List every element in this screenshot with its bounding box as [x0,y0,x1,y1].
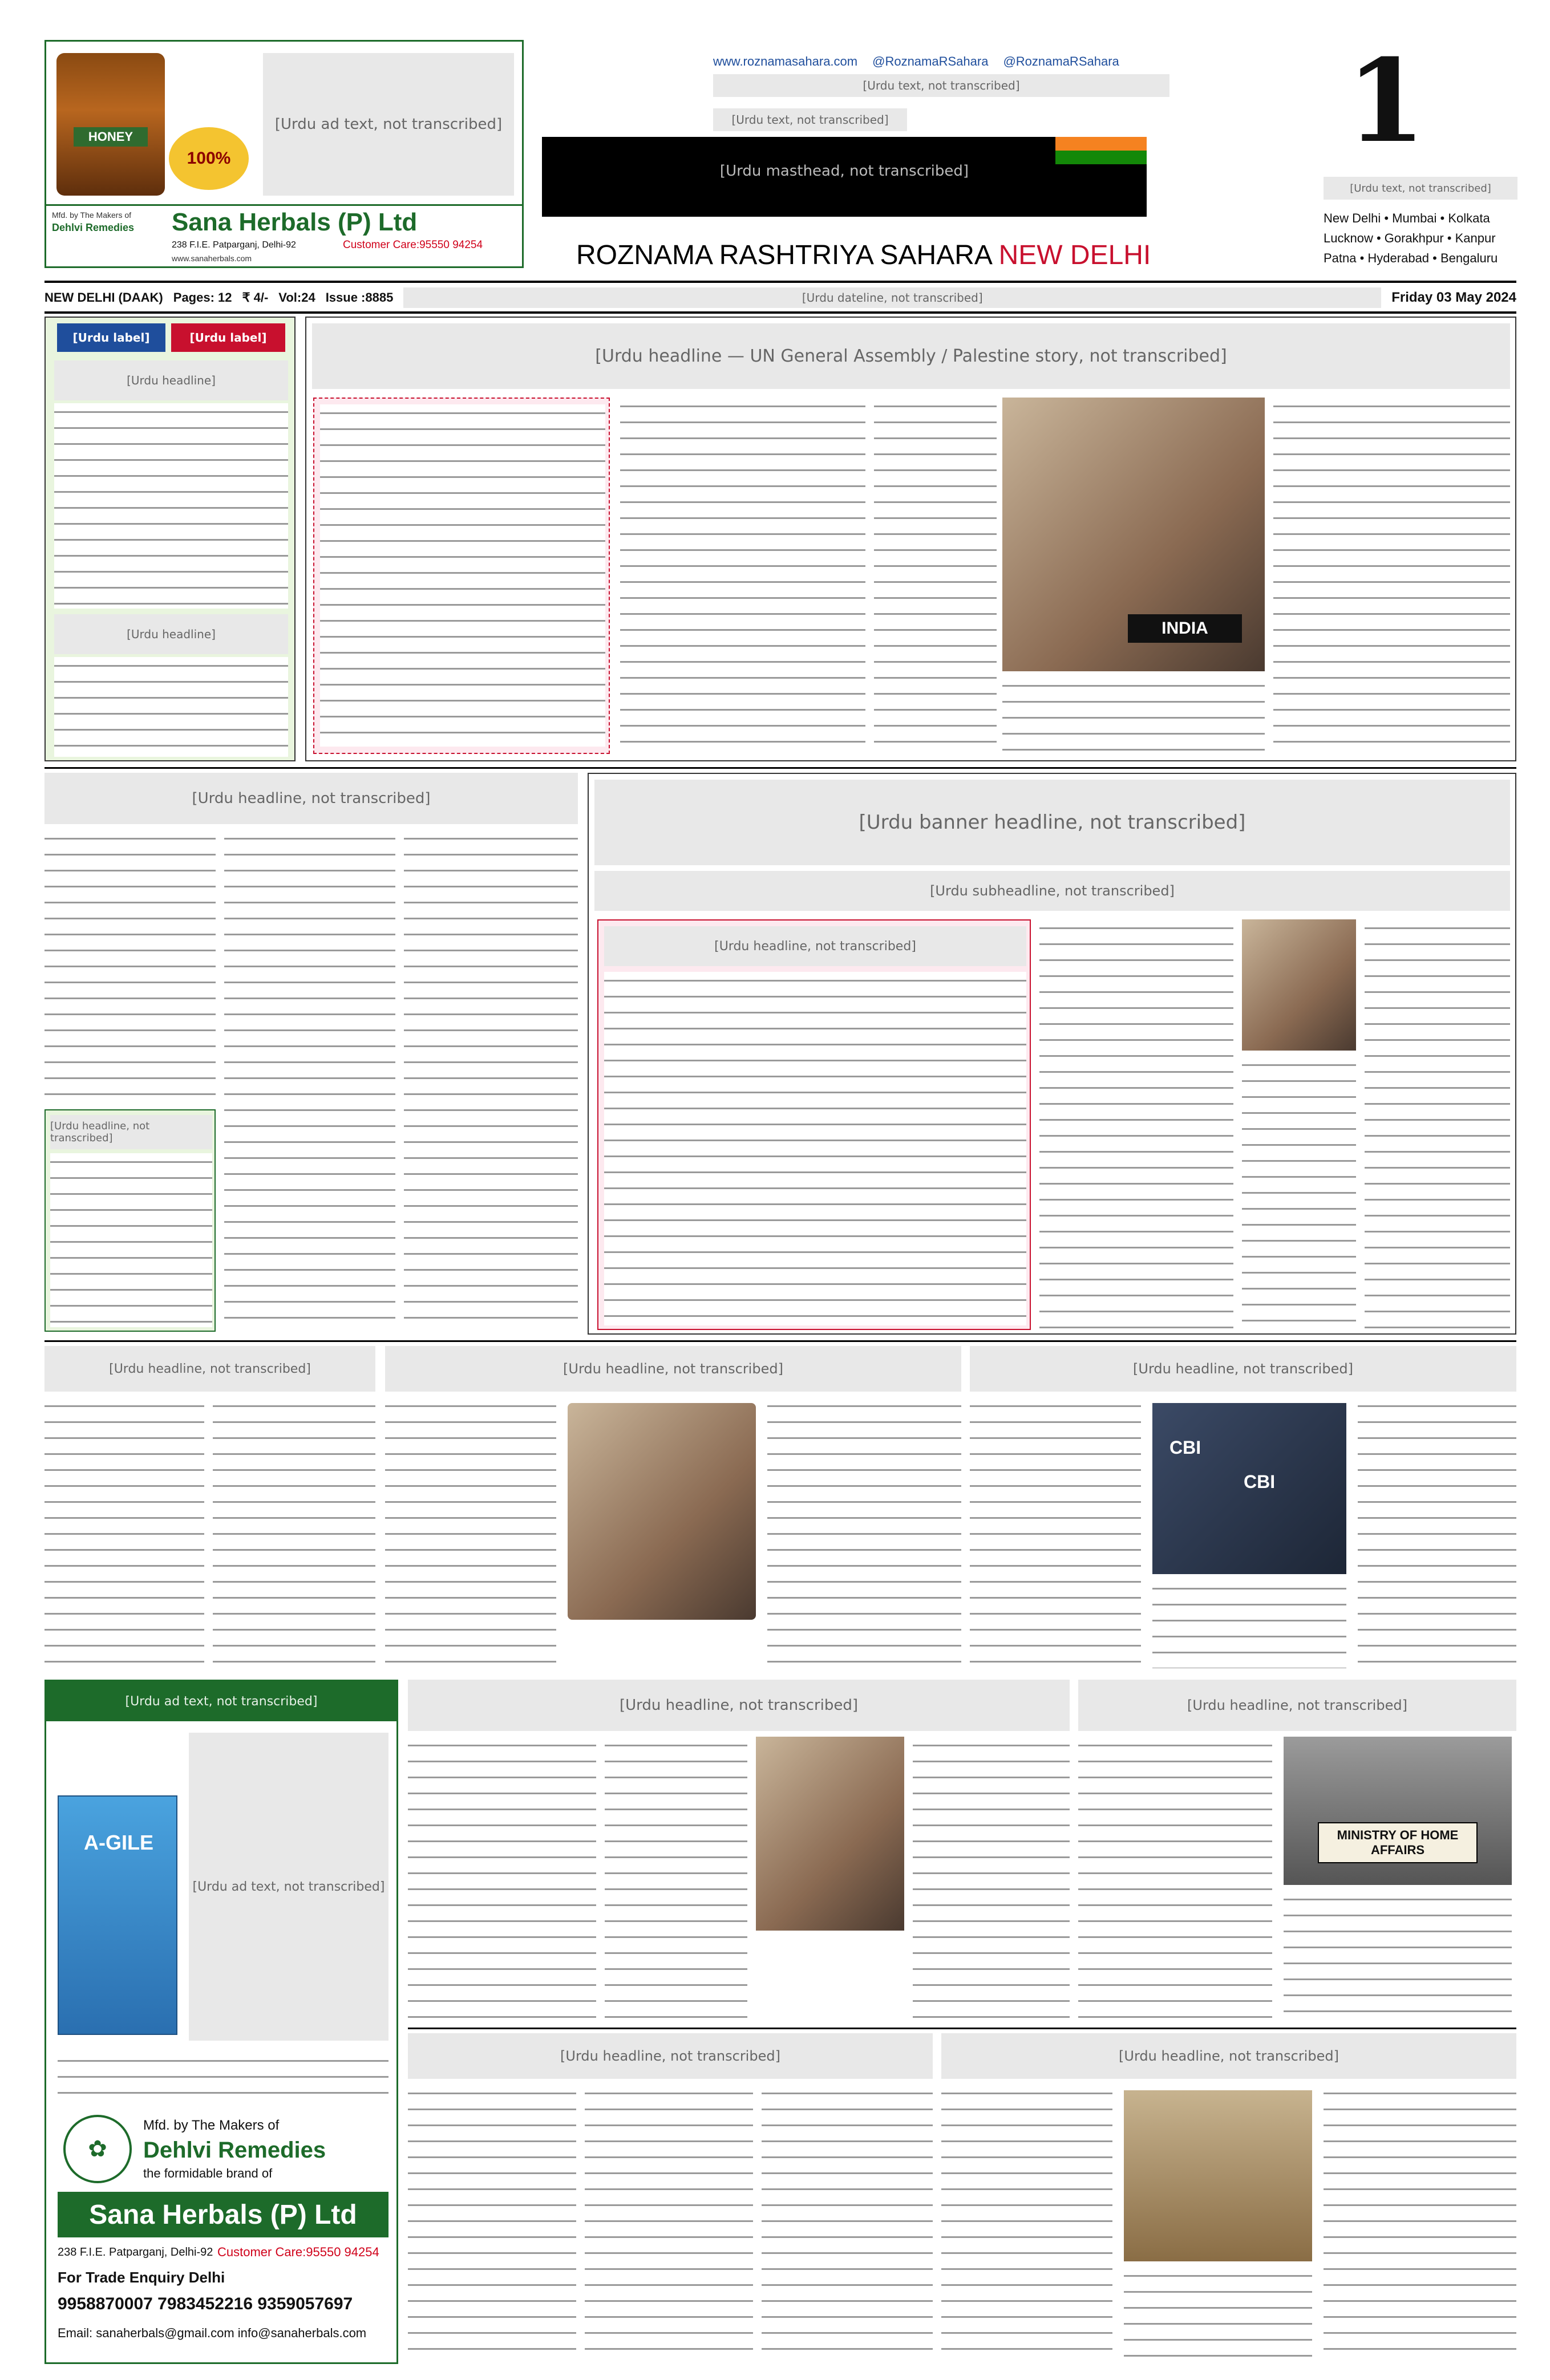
dateline [44,285,1516,310]
amethi-body [50,1153,212,1327]
masthead-english-name: ROZNAMA RASHTRIYA SAHARA NEW DELHI [576,240,1151,270]
urdu-logo-text: [Urdu masthead, not transcribed] [542,137,1147,205]
facebook-handle[interactable]: @RoznamaRSahara [872,54,989,68]
saffron-flag-stripe [1055,137,1147,151]
amethi-sub-story [44,1109,216,1332]
agile-customer-care: Customer Care:95550 94254 [217,2245,379,2259]
lead-photo-under-text [1002,677,1265,754]
cbi-badge-2: CBI [1244,1471,1276,1492]
pawar-headline: [Urdu headline, not transcribed] [408,1680,1070,1731]
honey-badge: 100% [169,127,249,190]
home-affairs-body-col-1 [1078,1737,1272,2019]
pawar-body-col-2 [605,1737,747,2019]
fawad-sidebar-box [597,919,1031,1330]
sidebar-headline-2: [Urdu headline] [54,614,288,654]
bar-body-col-3 [1324,2085,1516,2361]
shahzada-body-col-3 [1365,919,1510,1330]
green-flag-stripe [1055,151,1147,164]
home-affairs-sign: MINISTRY OF HOME AFFAIRS [1318,1822,1478,1863]
bar-association-headline: [Urdu headline, not transcribed] [941,2033,1516,2079]
pawar-body-col-1 [408,1737,596,2019]
agile-maker-line: Mfd. by The Makers of [143,2118,280,2133]
lead-story-photo [1002,398,1265,671]
modi-subheadline: [Urdu subheadline, not transcribed] [594,871,1510,911]
story-rahul-reservation [44,773,578,1335]
bar-body-col-1 [941,2085,1112,2361]
honey-jar-label: HONEY [74,127,148,147]
story-pawar [408,1680,1070,2022]
lead-body-col-2 [874,398,997,754]
dehlvi-logo: ✿ [63,2115,132,2183]
edition-box [1324,34,1517,279]
story-cbi [970,1346,1516,1671]
twitter-handle[interactable]: @RoznamaRSahara [1003,54,1119,68]
kharge-body-col-2 [767,1397,961,1668]
supreme-court-headline: [Urdu headline, not transcribed] [408,2033,933,2079]
masthead [0,0,1550,291]
city-list-3: Patna • Hyderabad • Bengaluru [1324,251,1498,265]
lead-body-col-1 [620,398,865,754]
top-ad-footer [46,204,522,267]
home-affairs-headline: [Urdu headline, not transcribed] [1078,1680,1516,1731]
agile-maker-brand: Dehlvi Remedies [143,2138,326,2163]
cbi-badge-1: CBI [1169,1437,1201,1458]
urdu-subtitle: [Urdu text, not transcribed] [713,108,907,131]
sidebar-tag-red: [Urdu label] [171,323,285,352]
honey-jar-image [56,53,165,196]
fawad-headline: [Urdu headline, not transcribed] [604,926,1026,966]
section-rule-4 [408,2028,1516,2029]
shahzada-body-col-2 [1242,1056,1356,1330]
rahul-body-col-2 [224,830,395,1332]
dateline-urdu: [Urdu dateline, not transcribed] [403,287,1381,308]
kharge-photo [568,1403,756,1620]
home-affairs-body-col-2 [1284,1891,1512,2019]
cbi-photo [1152,1403,1346,1574]
agile-product-name: A-GILE [84,1831,153,1854]
modi-photo [1242,919,1356,1051]
top-ad-sana-herbals[interactable] [44,40,524,268]
sidebar-body-2 [54,657,288,757]
sidebar-body-1 [54,403,288,609]
twog-headline: [Urdu headline, not transcribed] [44,1346,375,1392]
story-bar-association [941,2033,1516,2364]
bottom-ad-agile[interactable] [44,1680,398,2364]
agile-brand: Sana Herbals (P) Ltd [58,2192,388,2237]
fawad-body [604,972,1026,1325]
top-ad-urdu-tagline: [Urdu ad text, not transcribed] [263,53,514,196]
rahul-reservation-headline: [Urdu headline, not transcribed] [44,773,578,824]
top-ad-maker-brand: Dehlvi Remedies [52,222,135,233]
cbi-headline: [Urdu headline, not transcribed] [970,1346,1516,1392]
shahzada-headline: [Urdu banner headline, not transcribed] [594,780,1510,865]
agile-product-box [58,1795,177,2035]
story-shahzada-pakistan [588,773,1516,1335]
pawar-body-col-3 [913,1737,1070,2019]
edition-number: 1 [1346,34,1426,168]
masthead-web-links [713,51,1169,72]
cbi-body-col-2 [1152,1580,1346,1668]
agile-phones: 9958870007 7983452216 9359057697 [58,2294,353,2313]
top-ad-makers: Mfd. by The Makers of [52,210,132,220]
lead-story-sidebar-box [313,398,610,754]
agile-trade-enquiry: For Trade Enquiry Delhi [58,2269,225,2286]
story-home-affairs [1078,1680,1516,2022]
kharge-headline: [Urdu headline, not transcribed] [385,1346,961,1392]
supreme-court-body-col-2 [585,2085,753,2361]
cbi-body-col-3 [1358,1397,1516,1668]
section-rule-2 [44,767,1516,769]
masthead-edition-cities-urdu: [Urdu text, not transcribed] [713,74,1169,97]
agile-address: 238 F.I.E. Patparganj, Delhi-92 [58,2246,213,2259]
dateline-rule-top [44,281,1516,283]
dateline-edition: NEW DELHI (DAAK) [44,290,163,305]
lead-story-headline: [Urdu headline — UN General Assembly / Palestine story, not transcribed] [312,323,1510,389]
story-supreme-court [408,2033,933,2364]
agile-ad-urdu-copy: [Urdu ad text, not transcribed] [189,1733,388,2041]
top-ad-customer-care: Customer Care:95550 94254 [343,239,483,251]
shahzada-body-col-1 [1039,919,1233,1330]
top-ad-web: www.sanaherbals.com [172,254,252,263]
rahul-body-col-1 [44,830,216,1104]
dateline-date: Friday 03 May 2024 [1391,290,1516,305]
city-list-2: Lucknow • Gorakhpur • Kanpur [1324,231,1496,245]
city-list-1: New Delhi • Mumbai • Kolkata [1324,211,1490,225]
supreme-court-body-col-1 [408,2085,576,2361]
top-ad-address: 238 F.I.E. Patparganj, Delhi-92 [172,240,296,250]
pawar-photo [756,1737,904,1931]
website-link[interactable]: www.roznamasahara.com [713,54,858,68]
dateline-issue: Issue :8885 [325,290,394,305]
amethi-headline: [Urdu headline, not transcribed] [50,1115,212,1149]
supreme-court-body-col-3 [762,2085,933,2361]
lead-sidebar-body [320,404,605,747]
twog-body-col-1 [44,1397,204,1668]
top-ad-brand: Sana Herbals (P) Ltd [172,208,418,236]
dateline-pages: Pages: 12 [173,290,232,305]
rahul-body-col-3 [404,830,578,1332]
sidebar-brief-news [44,317,296,761]
twog-body-col-2 [213,1397,375,1668]
lead-body-col-3 [1273,398,1510,754]
agile-ad-strip [58,2052,388,2103]
section-rule-3 [44,1340,1516,1342]
story-kharge [385,1346,961,1671]
sidebar-tag-blue: [Urdu label] [57,323,165,352]
dateline-volume: Vol:24 [278,290,315,305]
kharge-body-col-1 [385,1397,556,1668]
home-affairs-photo [1284,1737,1512,1885]
lead-story-un [305,317,1516,761]
agile-ad-banner: [Urdu ad text, not transcribed] [46,1681,396,1721]
bar-association-photo [1124,2090,1312,2261]
dateline-price: ₹ 4/- [242,290,269,305]
lead-photo-nameplate: INDIA [1128,614,1242,643]
agile-email: Email: sanaherbals@gmail.com info@sanaherbals.com [58,2326,367,2340]
sidebar-headline-1: [Urdu headline] [54,360,288,400]
bar-body-col-2 [1124,2267,1312,2361]
story-2g-spectrum [44,1346,375,1671]
cbi-body-col-1 [970,1397,1141,1668]
agile-maker-sub: the formidable brand of [143,2166,273,2180]
edition-tagline-urdu: [Urdu text, not transcribed] [1324,177,1517,200]
dateline-rule-bottom [44,311,1516,314]
masthead-logo [542,51,1181,240]
